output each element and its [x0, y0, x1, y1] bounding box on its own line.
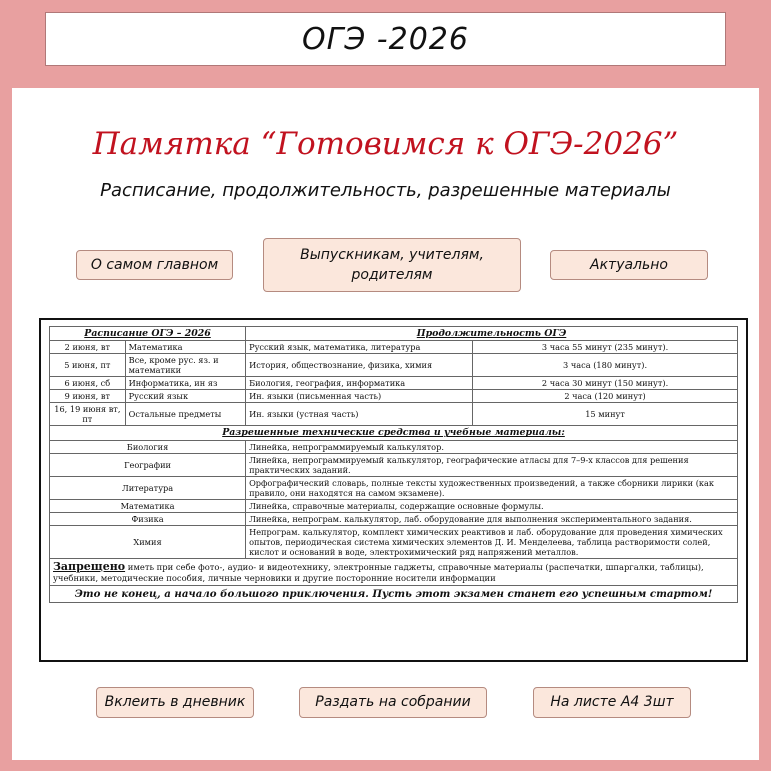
table-row: 6 июня, сб Информатика, ин яз Биология, география, информатика 2 часа 30 минут (150 минут). — [50, 377, 738, 390]
tag-a4: На листе А4 3шт — [533, 687, 691, 718]
ban-title: Запрещено — [53, 559, 126, 573]
table-row: Математика Линейка, справочные материалы, содержащие основные формулы. — [50, 499, 738, 512]
table-row: Биология Линейка, непрограммируемый калькулятор. — [50, 440, 738, 453]
tag-meeting: Раздать на собрании — [299, 687, 487, 718]
tag-diary: Вклеить в дневник — [96, 687, 254, 718]
table-row: 9 июня, вт Русский язык Ин. языки (письменная часть) 2 часа (120 минут) — [50, 390, 738, 403]
duration-header: Продолжительность ОГЭ — [246, 327, 738, 341]
schedule-header: Расписание ОГЭ – 2026 — [50, 327, 246, 341]
header-title: ОГЭ -2026 — [302, 21, 469, 57]
materials-header: Разрешенные технические средства и учебные материалы: — [50, 426, 738, 440]
table-row: 5 июня, пт Все, кроме рус. яз. и математики История, обществознание, физика, химия 3 часа (180 минут). — [50, 354, 738, 377]
tag-main: О самом главном — [76, 250, 233, 280]
table-row: Литература Орфографический словарь, полные тексты художественных произведений, а также сборники лирики (как правило, они находятся на самом экзамене). — [50, 476, 738, 499]
table-row: 2 июня, вт Математика Русский язык, математика, литература 3 часа 55 минут (235 минут). — [50, 341, 738, 354]
tag-actual: Актуально — [550, 250, 708, 280]
table-row: Химия Непрограм. калькулятор, комплект химических реактивов и лаб. оборудование для проведения химических опытов, периодическая система химических элементов Д. И. Менделеева, таблица растворимости солей, кислот и оснований в воде, электрохимический ряд напряжений металлов. — [50, 525, 738, 558]
ban-notice — [50, 558, 738, 585]
tag-audience: Выпускникам, учителям, родителям — [263, 238, 521, 292]
table-row: Физика Линейка, непрограм. калькулятор, лаб. оборудование для выполнения экспериментального задания. — [50, 512, 738, 525]
card-subtitle: Расписание, продолжительность, разрешенные материалы — [100, 180, 671, 201]
closing-line: Это не конец, а начало большого приключения. Пусть этот экзамен станет его успешным стартом! — [50, 585, 738, 602]
memo-table — [49, 326, 738, 603]
header-banner — [45, 12, 726, 66]
table-row: Географии Линейка, непрограммируемый калькулятор, географические атласы для 7–9-х классов для решения практических заданий. — [50, 453, 738, 476]
ban-text: иметь при себе фото-, аудио- и видеотехнику, электронные гаджеты, справочные материалы (распечатки, шпаргалки, таблицы), учебники, методические пособия, личные черновики и другие посторонние носители информации — [53, 561, 704, 584]
table-row: 16, 19 июня вт, пт Остальные предметы Ин. языки (устная часть) 15 минут — [50, 403, 738, 426]
content-card — [12, 88, 759, 760]
exam-memo-document — [39, 318, 748, 662]
card-title: Памятка “Готовимся к ОГЭ-2026” — [92, 126, 679, 162]
